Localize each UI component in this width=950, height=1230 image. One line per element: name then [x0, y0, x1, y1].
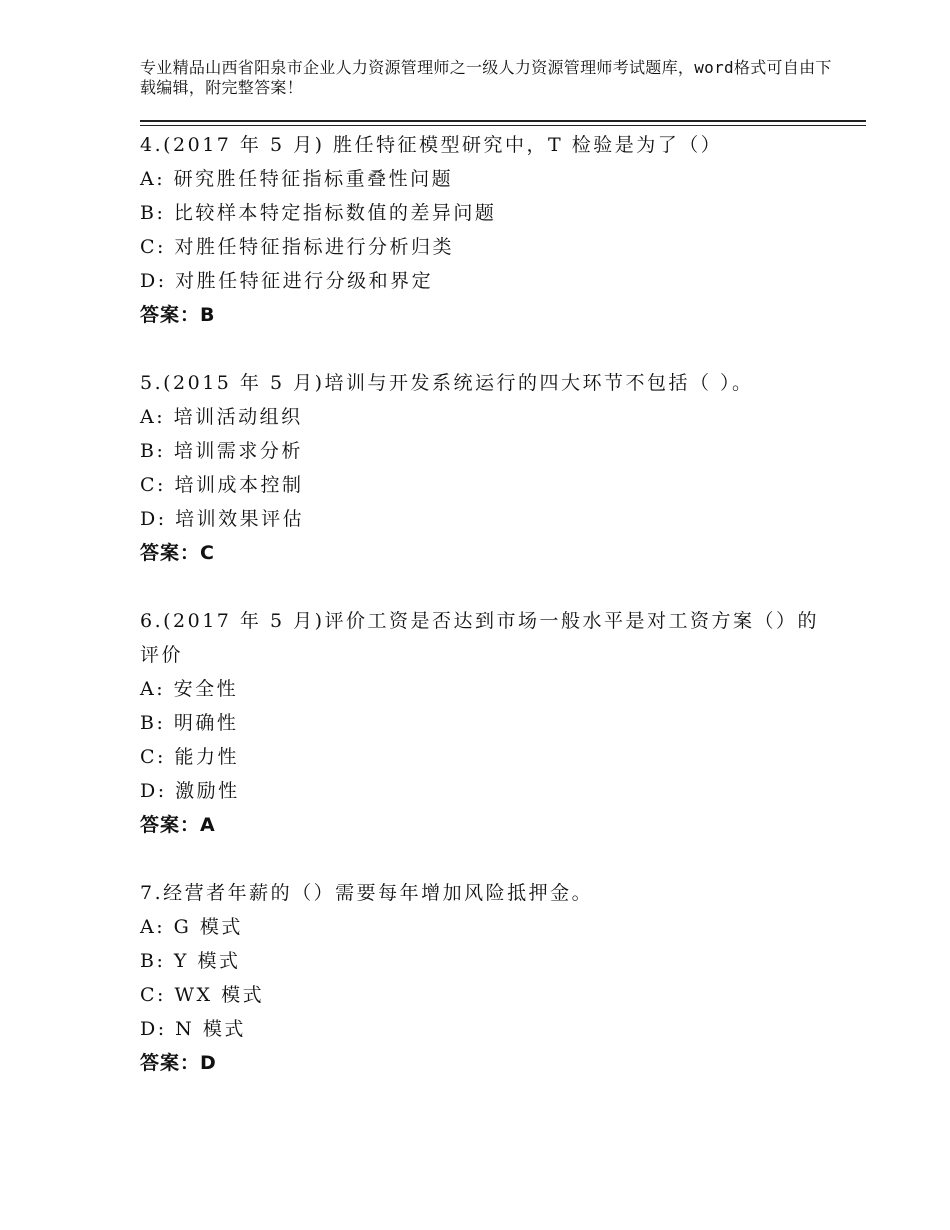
question-stem: 7.经营者年薪的（）需要每年增加风险抵押金。: [140, 882, 594, 904]
question-5: [140, 366, 866, 570]
option-a: A: 研究胜任特征指标重叠性问题: [140, 168, 454, 190]
header-rule-thick: [140, 120, 866, 122]
question-stem: 5.(2015 年 5 月)培训与开发系统运行的四大环节不包括（ ）。: [140, 372, 754, 394]
option-b: B: 比较样本特定指标数值的差异问题: [140, 202, 497, 224]
option-d: D: 激励性: [140, 780, 240, 802]
option-d: D: 培训效果评估: [140, 508, 305, 530]
answer-label: 答案：C: [140, 542, 215, 564]
option-a: A: 培训活动组织: [140, 406, 303, 428]
header-rule-thin: [140, 125, 866, 126]
question-7: [140, 876, 866, 1080]
answer-label: 答案：B: [140, 304, 216, 326]
question-4: [140, 128, 866, 332]
answer-label: 答案：A: [140, 814, 216, 836]
spacer: [140, 842, 866, 876]
option-a: A: 安全性: [140, 678, 239, 700]
answer-label: 答案：D: [140, 1052, 217, 1074]
option-c: C: 对胜任特征指标进行分析归类: [140, 236, 454, 258]
question-list: [140, 128, 866, 1080]
spacer: [140, 570, 866, 604]
document-header: 专业精品山西省阳泉市企业人力资源管理师之一级人力资源管理师考试题库，word格式可自由下载编辑，附完整答案！: [140, 58, 832, 97]
option-a: A: G 模式: [140, 916, 243, 938]
option-d: D: 对胜任特征进行分级和界定: [140, 270, 434, 292]
option-b: B: Y 模式: [140, 950, 241, 972]
option-b: B: 培训需求分析: [140, 440, 303, 462]
option-d: D: N 模式: [140, 1018, 246, 1040]
option-c: C: 能力性: [140, 746, 239, 768]
spacer: [140, 332, 866, 366]
option-c: C: 培训成本控制: [140, 474, 304, 496]
option-c: C: WX 模式: [140, 984, 265, 1006]
question-stem: 4.(2017 年 5 月) 胜任特征模型研究中，T 检验是为了（）: [140, 134, 723, 156]
question-stem: 6.(2017 年 5 月)评价工资是否达到市场一般水平是对工资方案（）的评价: [140, 610, 820, 666]
question-6: [140, 604, 866, 842]
option-b: B: 明确性: [140, 712, 239, 734]
